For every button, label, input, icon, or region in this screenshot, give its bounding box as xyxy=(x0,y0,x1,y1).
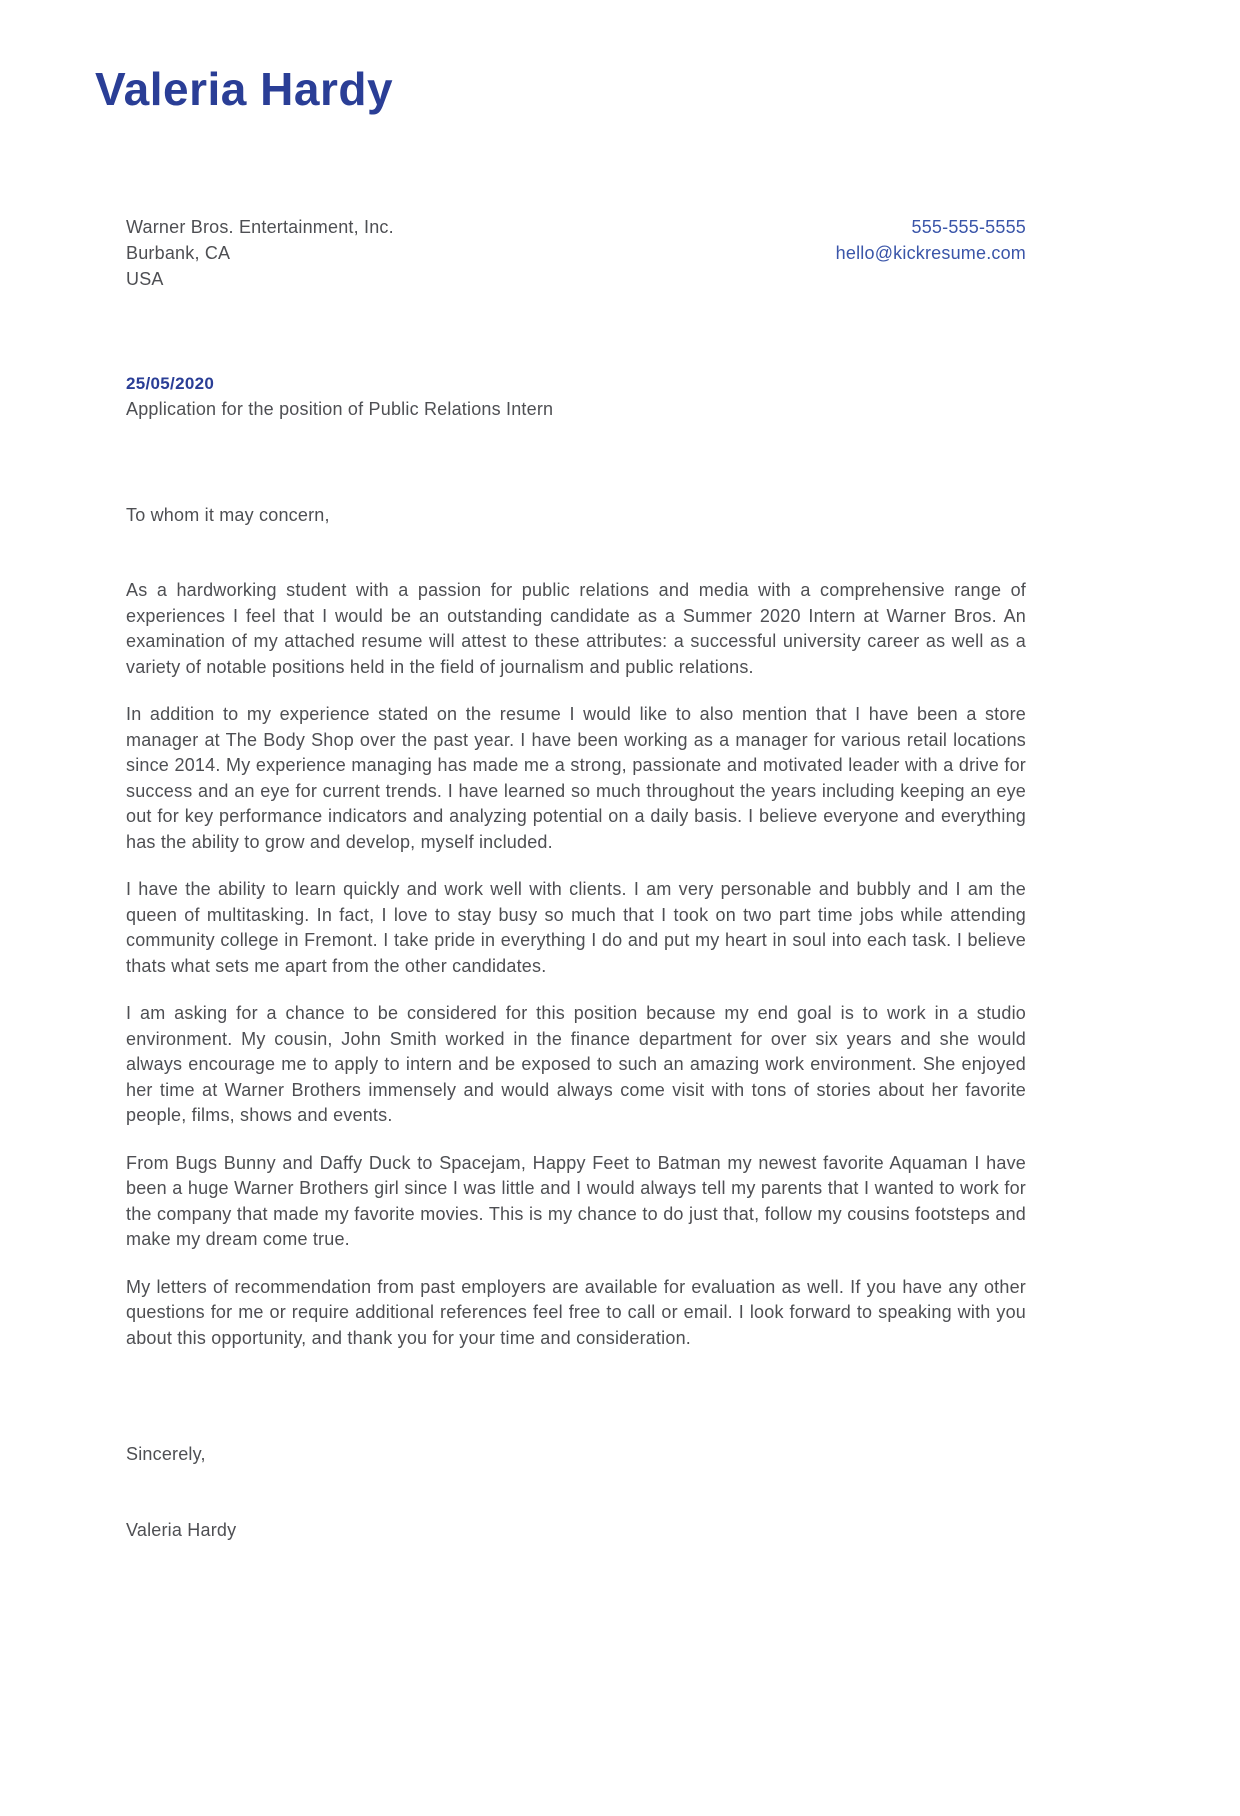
paragraph-passion: From Bugs Bunny and Daffy Duck to Spacejam, Happy Feet to Batman my newest favorite Aquaman I have been a huge Warner Brothers girl since I was little and I would always tell my parents that I wanted to work for the company that made my favorite movies. This is my chance to do just that, follow my cousins footsteps and make my dream come true. xyxy=(126,1152,1026,1249)
letter-body xyxy=(126,578,1026,1351)
letter-subject: Application for the position of Public Relations Intern xyxy=(126,399,554,419)
letter-date: 25/05/2020 xyxy=(126,374,215,393)
contact-email-link[interactable]: hello@kickresume.com xyxy=(835,243,1026,263)
recipient-company: Warner Bros. Entertainment, Inc. xyxy=(126,217,394,237)
letter-content xyxy=(126,214,1026,1543)
author-name-heading: Valeria Hardy xyxy=(95,63,394,115)
contact-phone: 555-555-5555 xyxy=(911,217,1026,237)
cover-letter-page xyxy=(0,62,1240,1816)
salutation: To whom it may concern, xyxy=(126,505,330,525)
signature-name: Valeria Hardy xyxy=(126,1520,237,1540)
paragraph-intro: As a hardworking student with a passion for public relations and media with a comprehensive range of experiences I feel that I would be an outstanding candidate as a Summer 2020 Intern at Warner Bros. An examination of my attached resume will attest to these attributes: a successful university career as well as a variety of notable positions held in the field of journalism and public relations. xyxy=(126,580,1026,677)
date-subject-block xyxy=(126,372,1026,422)
recipient-country: USA xyxy=(126,269,164,289)
paragraph-references: My letters of recommendation from past employers are available for evaluation as well. If you have any other questions for me or require additional references feel free to call or email. I look forward to speaking with you about this opportunity, and thank you for your time and consideration. xyxy=(126,1276,1026,1348)
header-address-row xyxy=(126,214,1026,292)
closing: Sincerely, xyxy=(126,1444,206,1464)
paragraph-experience: In addition to my experience stated on the resume I would like to also mention that I have been a store manager at The Body Shop over the past year. I have been working as a manager for various retail locations since 2014. My experience managing has made me a strong, passionate and motivated leader with a drive for success and an eye for current trends. I have learned so much throughout the years including keeping an eye out for key performance indicators and analyzing potential on a daily basis. I believe everyone and everything has the ability to grow and develop, myself included. xyxy=(126,704,1026,852)
recipient-city: Burbank, CA xyxy=(126,243,231,263)
paragraph-skills: I have the ability to learn quickly and work well with clients. I am very personable and bubbly and I am the queen of multitasking. In fact, I love to stay busy so much that I took on two part time jobs while attending community college in Fremont. I take pride in everything I do and put my heart in soul into each task. I believe thats what sets me apart from the other candidates. xyxy=(126,879,1026,976)
recipient-address-block xyxy=(126,214,394,292)
contact-block xyxy=(836,214,1026,266)
paragraph-motivation: I am asking for a chance to be considered for this position because my end goal is to work in a studio environment. My cousin, John Smith worked in the finance department for over six years and she would always encourage me to apply to intern and be exposed to such an amazing work environment. She enjoyed her time at Warner Brothers immensely and would always come visit with tons of stories about her favorite people, films, shows and events. xyxy=(126,1003,1026,1125)
